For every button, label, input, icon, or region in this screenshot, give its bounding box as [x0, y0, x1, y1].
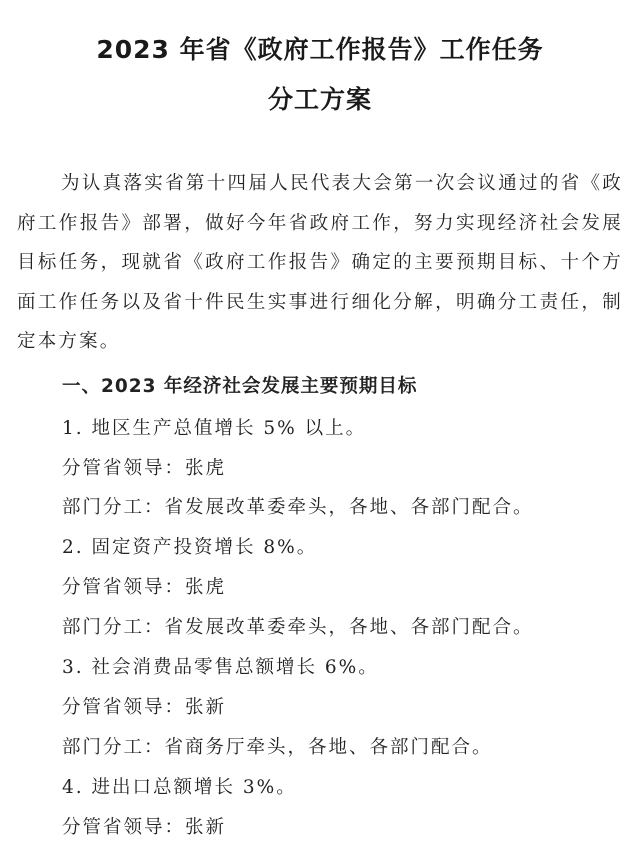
document-title-line-1: 2023 年省《政府工作报告》工作任务 [96, 35, 544, 64]
document-title-line-2: 分工方案 [267, 85, 372, 114]
target-item-4-leader: 分管省领导：张新 [62, 817, 227, 838]
target-item-4-title: 4. 进出口总额增长 3%。 [62, 777, 297, 798]
intro-paragraph: 为认真落实省第十四届人民代表大会第一次会议通过的省《政府工作报告》部署，做好今年省政府工作，努力实现经济社会发展目标任务，现就省《政府工作报告》确定的主要预期目标、十个方面工作任务以及省十件民生实事进行细化分解，明确分工责任，制定本方案。 [17, 173, 623, 352]
target-item-2-leader: 分管省领导：张虎 [62, 577, 227, 598]
section-heading: 一、2023 年经济社会发展主要预期目标 [62, 376, 418, 397]
target-item-1-title: 1. 地区生产总值增长 5% 以上。 [62, 418, 367, 439]
target-item-2-title: 2. 固定资产投资增长 8%。 [62, 537, 318, 558]
target-item-3-division: 部门分工：省商务厅牵头，各地、各部门配合。 [62, 737, 493, 758]
target-item-1-division: 部门分工：省发展改革委牵头，各地、各部门配合。 [62, 497, 534, 518]
target-item-1-leader: 分管省领导：张虎 [62, 458, 227, 479]
target-item-3-leader: 分管省领导：张新 [62, 697, 227, 718]
target-item-3-title: 3. 社会消费品零售总额增长 6%。 [62, 657, 379, 678]
target-item-2-division: 部门分工：省发展改革委牵头，各地、各部门配合。 [62, 617, 534, 638]
